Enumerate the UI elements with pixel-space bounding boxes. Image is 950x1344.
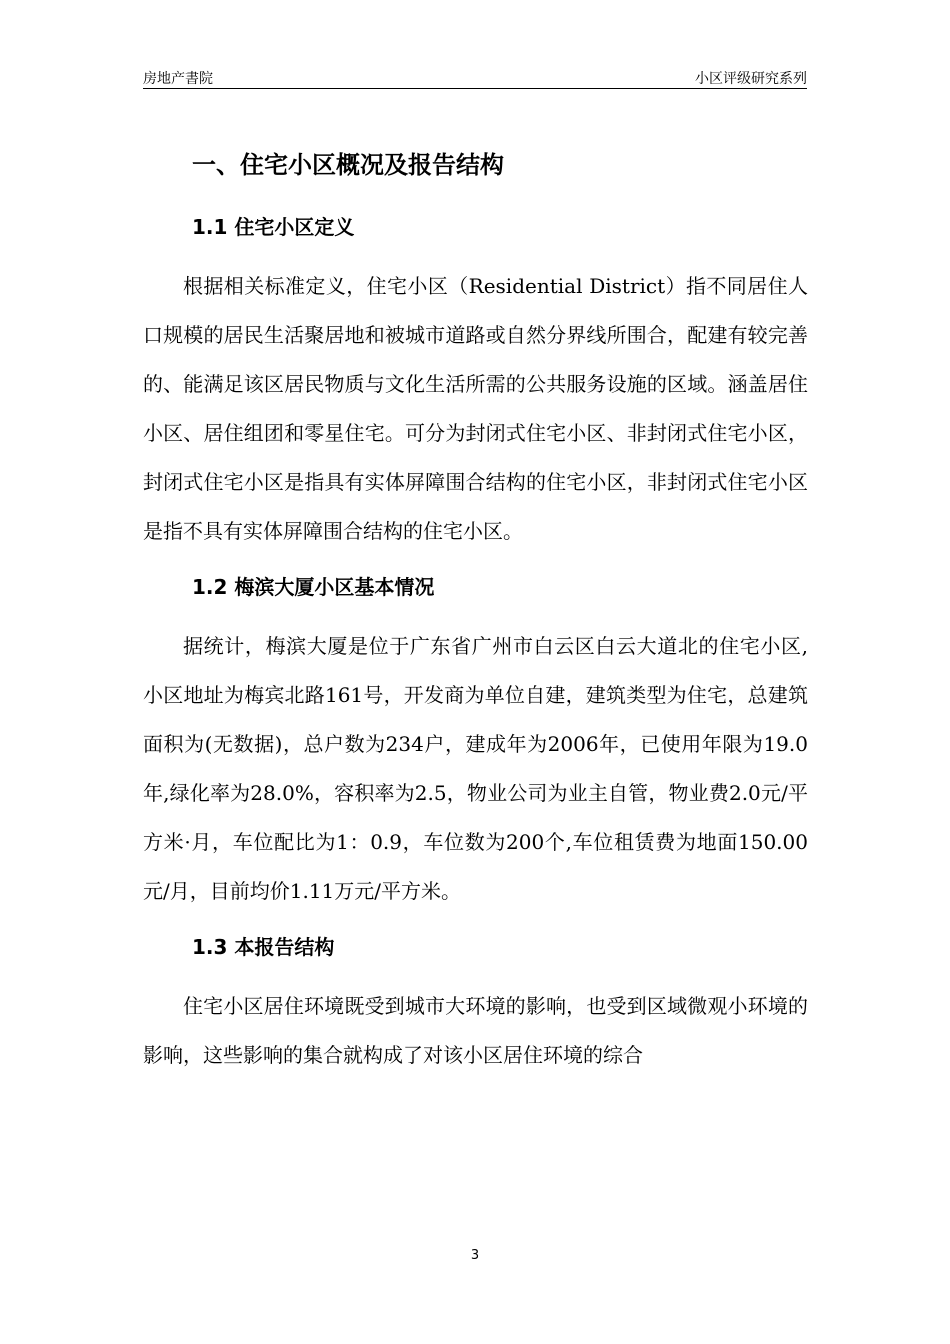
chapter-title: 一、住宅小区概况及报告结构 [192,151,504,179]
header-publisher: 房地产書院 [143,71,213,87]
header-series-title: 小区评级研究系列 [695,71,807,87]
section-paragraph-definition: 根据相关标准定义，住宅小区（Residential District）指不同居住人口规模的居民生活聚居地和被城市道路或自然分界线所围合，配建有较完善的、能满足该区居民物质与文化生活所需的公共服务设施的区域。涵盖居住小区、居住组团和零星住宅。可分为封闭式住宅小区、非封闭式住宅小区，封闭式住宅小区是指具有实体屏障围合结构的住宅小区，非封闭式住宅小区是指不具有实体屏障围合结构的住宅小区。 [143,274,808,543]
section-paragraph-report-structure: 住宅小区居住环境既受到城市大环境的影响，也受到区域微观小环境的影响，这些影响的集合就构成了对该小区居住环境的综合 [143,994,808,1067]
section-heading-basic-info: 1.2 梅滨大厦小区基本情况 [192,575,435,599]
page-header [143,64,807,89]
section-paragraph-basic-info: 据统计，梅滨大厦是位于广东省广州市白云区白云大道北的住宅小区,小区地址为梅宾北路161号，开发商为单位自建，建筑类型为住宅，总建筑面积为(无数据)，总户数为234户，建成年为2006年，已使用年限为19.0年,绿化率为28.0%，容积率为2.5，物业公司为业主自管，物业费2.0元/平方米·月，车位配比为1：0.9，车位数为200个,车位租赁费为地面150.00元/月，目前均价1.11万元/平方米。 [143,634,808,903]
section-heading-definition: 1.1 住宅小区定义 [192,215,355,239]
page-number: 3 [470,1248,480,1263]
section-heading-report-structure: 1.3 本报告结构 [192,935,335,959]
document-body [143,138,808,1080]
